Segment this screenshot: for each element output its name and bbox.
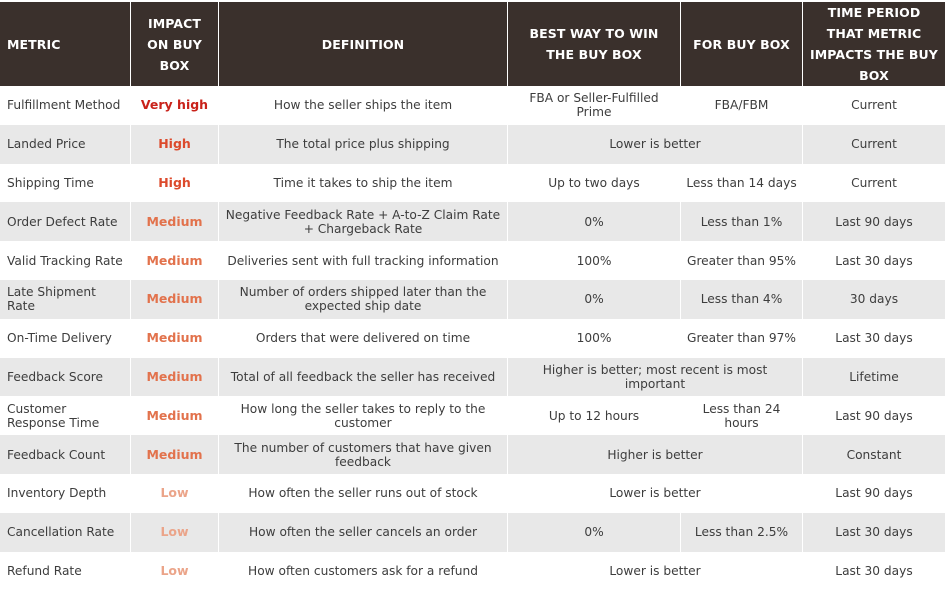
- header-metric: METRIC: [0, 2, 131, 86]
- table-row: [0, 280, 945, 319]
- metric-cell: Customer Response Time: [0, 396, 131, 435]
- definition-cell: How often customers ask for a refund: [219, 552, 508, 590]
- table-row: [0, 358, 945, 397]
- impact-cell: Medium: [131, 396, 219, 435]
- impact-cell: Medium: [131, 319, 219, 358]
- impact-cell: Medium: [131, 280, 219, 319]
- definition-cell: The number of customers that have given feedback: [219, 435, 508, 474]
- best-way-cell: 0%: [508, 513, 681, 552]
- buy-box-metrics-table: [0, 2, 945, 590]
- metric-cell: Fulfillment Method: [0, 86, 131, 125]
- metric-cell: On-Time Delivery: [0, 319, 131, 358]
- time-period-cell: Lifetime: [803, 358, 945, 397]
- table-row: [0, 513, 945, 552]
- header-best-way: BEST WAY TO WIN THE BUY BOX: [508, 2, 681, 86]
- definition-cell: Deliveries sent with full tracking information: [219, 241, 508, 280]
- for-buy-box-cell: FBA/FBM: [681, 86, 803, 125]
- for-buy-box-cell: Greater than 95%: [681, 241, 803, 280]
- metric-cell: Feedback Score: [0, 358, 131, 397]
- metric-cell: Inventory Depth: [0, 474, 131, 513]
- for-buy-box-cell: Greater than 97%: [681, 319, 803, 358]
- for-buy-box-cell: Less than 4%: [681, 280, 803, 319]
- metric-cell: Late Shipment Rate: [0, 280, 131, 319]
- metric-cell: Valid Tracking Rate: [0, 241, 131, 280]
- time-period-cell: Current: [803, 164, 945, 203]
- definition-cell: How long the seller takes to reply to the customer: [219, 396, 508, 435]
- table-row: [0, 86, 945, 125]
- impact-cell: Very high: [131, 86, 219, 125]
- time-period-cell: Last 90 days: [803, 396, 945, 435]
- impact-cell: Medium: [131, 435, 219, 474]
- time-period-cell: Last 30 days: [803, 552, 945, 590]
- metric-cell: Feedback Count: [0, 435, 131, 474]
- best-way-cell: 0%: [508, 280, 681, 319]
- table-row: [0, 164, 945, 203]
- for-buy-box-cell: Less than 1%: [681, 202, 803, 241]
- best-way-merged-cell: Higher is better: [508, 435, 803, 474]
- table-row: [0, 396, 945, 435]
- time-period-cell: Last 30 days: [803, 513, 945, 552]
- impact-cell: Low: [131, 513, 219, 552]
- definition-cell: Number of orders shipped later than the expected ship date: [219, 280, 508, 319]
- time-period-cell: Last 30 days: [803, 241, 945, 280]
- best-way-cell: Up to 12 hours: [508, 396, 681, 435]
- metric-cell: Order Defect Rate: [0, 202, 131, 241]
- impact-cell: Medium: [131, 358, 219, 397]
- best-way-merged-cell: Lower is better: [508, 125, 803, 164]
- definition-cell: Negative Feedback Rate + A-to-Z Claim Rate + Chargeback Rate: [219, 202, 508, 241]
- metric-cell: Shipping Time: [0, 164, 131, 203]
- for-buy-box-cell: Less than 2.5%: [681, 513, 803, 552]
- impact-cell: Medium: [131, 241, 219, 280]
- best-way-cell: Up to two days: [508, 164, 681, 203]
- time-period-cell: Constant: [803, 435, 945, 474]
- best-way-cell: 0%: [508, 202, 681, 241]
- time-period-cell: Last 90 days: [803, 202, 945, 241]
- table-header: [0, 2, 945, 86]
- metric-cell: Cancellation Rate: [0, 513, 131, 552]
- best-way-cell: 100%: [508, 319, 681, 358]
- table-row: [0, 202, 945, 241]
- table-body: [0, 86, 945, 590]
- table-row: [0, 552, 945, 590]
- header-row: [0, 2, 945, 86]
- definition-cell: Total of all feedback the seller has received: [219, 358, 508, 397]
- definition-cell: How often the seller runs out of stock: [219, 474, 508, 513]
- impact-cell: Low: [131, 474, 219, 513]
- header-impact: IMPACT ON BUY BOX: [131, 2, 219, 86]
- time-period-cell: 30 days: [803, 280, 945, 319]
- time-period-cell: Current: [803, 125, 945, 164]
- table-row: [0, 435, 945, 474]
- header-definition: DEFINITION: [219, 2, 508, 86]
- best-way-merged-cell: Lower is better: [508, 474, 803, 513]
- table-row: [0, 319, 945, 358]
- header-for-buy-box: FOR BUY BOX: [681, 2, 803, 86]
- impact-cell: Low: [131, 552, 219, 590]
- best-way-cell: 100%: [508, 241, 681, 280]
- definition-cell: Orders that were delivered on time: [219, 319, 508, 358]
- header-time-period: TIME PERIOD THAT METRIC IMPACTS THE BUY BOX: [803, 2, 945, 86]
- definition-cell: The total price plus shipping: [219, 125, 508, 164]
- metric-cell: Landed Price: [0, 125, 131, 164]
- for-buy-box-cell: Less than 24 hours: [681, 396, 803, 435]
- table-row: [0, 125, 945, 164]
- best-way-merged-cell: Higher is better; most recent is most important: [508, 358, 803, 397]
- table-row: [0, 241, 945, 280]
- time-period-cell: Last 30 days: [803, 319, 945, 358]
- impact-cell: Medium: [131, 202, 219, 241]
- impact-cell: High: [131, 125, 219, 164]
- definition-cell: Time it takes to ship the item: [219, 164, 508, 203]
- time-period-cell: Current: [803, 86, 945, 125]
- definition-cell: How the seller ships the item: [219, 86, 508, 125]
- for-buy-box-cell: Less than 14 days: [681, 164, 803, 203]
- best-way-merged-cell: Lower is better: [508, 552, 803, 590]
- definition-cell: How often the seller cancels an order: [219, 513, 508, 552]
- best-way-cell: FBA or Seller-Fulfilled Prime: [508, 86, 681, 125]
- table-row: [0, 474, 945, 513]
- metric-cell: Refund Rate: [0, 552, 131, 590]
- time-period-cell: Last 90 days: [803, 474, 945, 513]
- impact-cell: High: [131, 164, 219, 203]
